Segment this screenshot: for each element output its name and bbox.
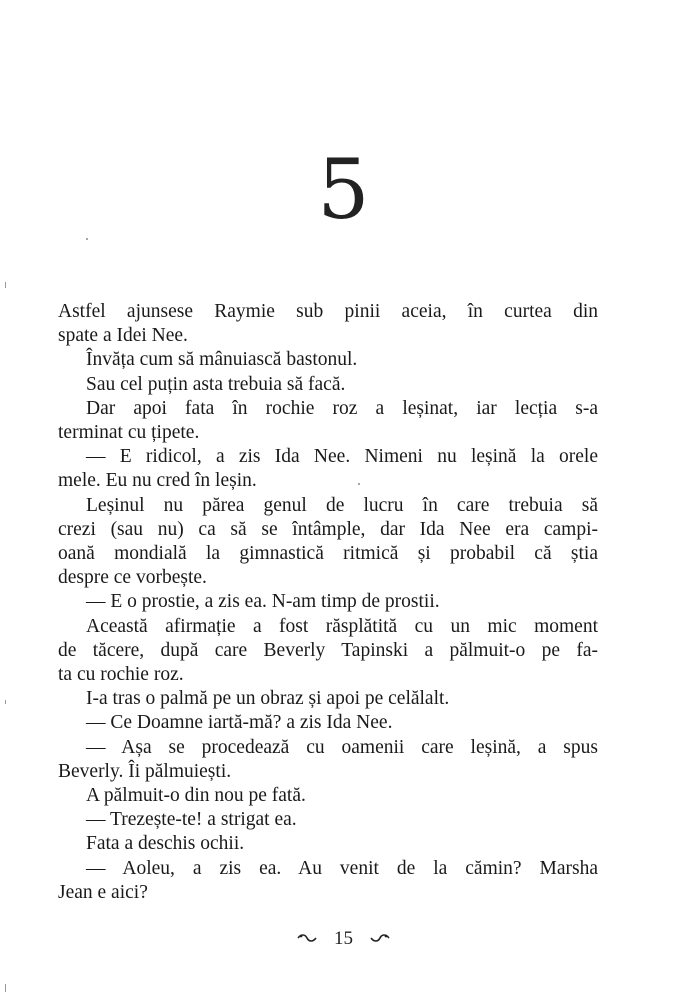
- text-line: Dar apoi fata în rochie roz a leșinat, iar lecția s-a: [86, 397, 598, 419]
- chapter-body: [58, 300, 598, 905]
- text-line: — Așa se procedează cu oamenii care leșină, a spus: [86, 736, 598, 758]
- text-line: Această afirmație a fost răsplătită cu un mic moment: [86, 615, 598, 637]
- ornament-left-icon: [297, 932, 317, 948]
- text-line: Sau cel puțin asta trebuia să facă.: [86, 373, 346, 395]
- text-line: crezi (sau nu) ca să se întâmple, dar Ida Nee era campi-: [58, 518, 598, 540]
- text-line: spate a Idei Nee.: [58, 325, 188, 347]
- text-line: despre ce vorbește.: [58, 567, 207, 589]
- text-line: Învăța cum să mânuiască bastonul.: [86, 349, 358, 371]
- page-number: 15: [334, 928, 353, 949]
- text-line: I-a tras o palmă pe un obraz și apoi pe celălalt.: [86, 688, 450, 710]
- text-line: terminat cu țipete.: [58, 422, 200, 444]
- text-line: — Ce Doamne iartă-mă? a zis Ida Nee.: [86, 712, 393, 734]
- text-line: de tăcere, după care Beverly Tapinski a pălmuit-o pe fa-: [58, 639, 598, 661]
- text-line: — E o prostie, a zis ea. N-am timp de prostii.: [86, 591, 440, 613]
- scan-speck: [86, 238, 88, 240]
- text-line: Leșinul nu părea genul de lucru în care trebuia să: [86, 494, 598, 516]
- text-line: Fata a deschis ochii.: [86, 833, 245, 855]
- text-line: oană mondială la gimnastică ritmică și probabil că știa: [58, 543, 598, 565]
- text-line: ta cu rochie roz.: [58, 664, 184, 686]
- ornament-right-icon: [370, 932, 390, 948]
- scan-edge-mark: [5, 984, 6, 992]
- page-footer: [0, 928, 687, 950]
- chapter-number: 5: [317, 143, 370, 238]
- scan-edge-mark: [5, 282, 6, 288]
- scan-edge-mark: [5, 700, 6, 704]
- text-line: — E ridicol, a zis Ida Nee. Nimeni nu leșină la orele: [86, 446, 598, 468]
- text-line: — Trezește-te! a strigat ea.: [86, 809, 297, 831]
- text-line: Jean e aici?: [58, 881, 148, 903]
- text-line: A pălmuit-o din nou pe fată.: [86, 785, 306, 807]
- text-line: Astfel ajunsese Raymie sub pinii aceia, în curtea din: [58, 301, 598, 322]
- text-line: — Aoleu, a zis ea. Au venit de la cămin? Marsha: [86, 857, 598, 879]
- text-line: mele. Eu nu cred în leșin.: [58, 470, 257, 492]
- text-line: Beverly. Îi pălmuiești.: [58, 760, 232, 782]
